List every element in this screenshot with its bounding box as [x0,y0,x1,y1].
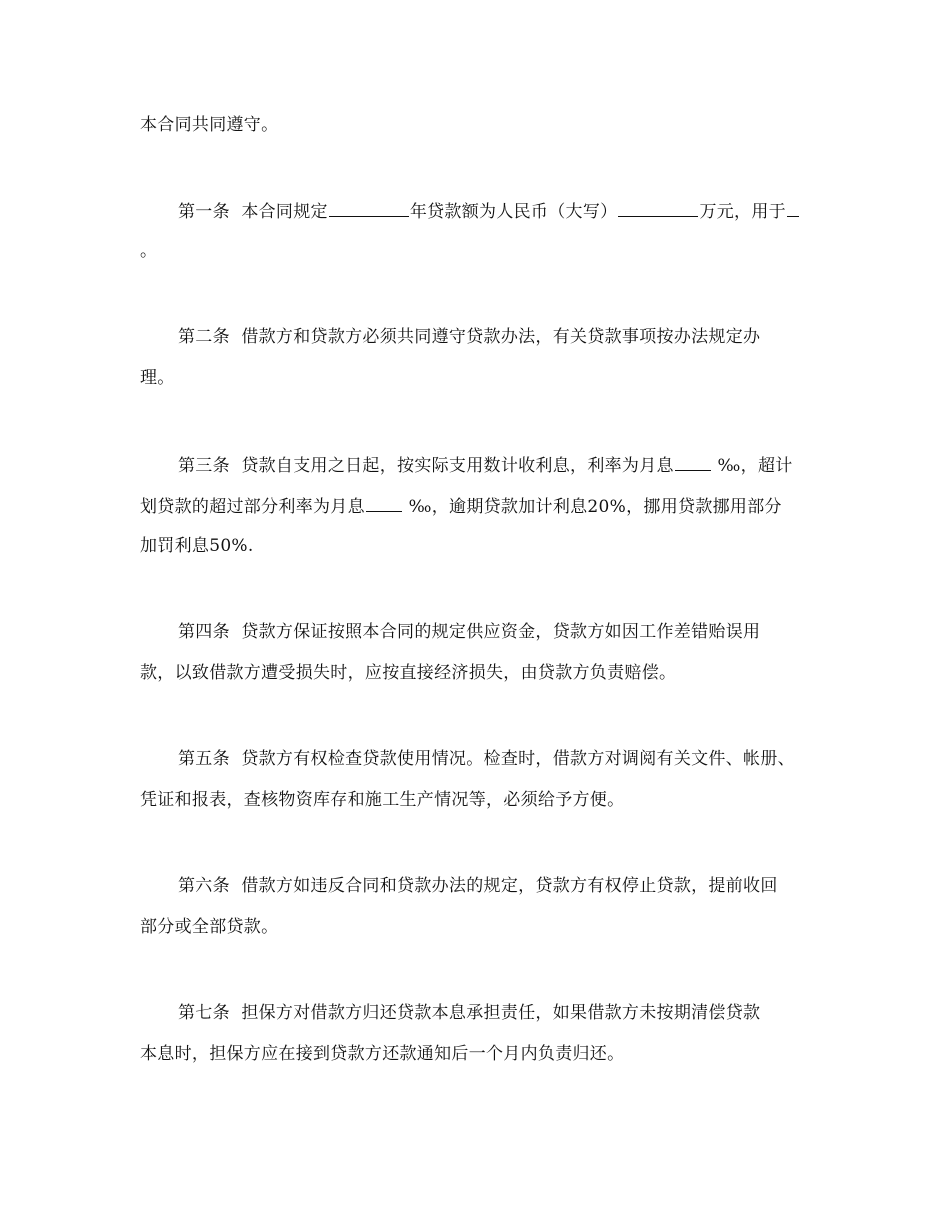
article-1-label: 第一条 [178,202,230,222]
article-2-line-1: 第二条 借款方和贷款方必须共同遵守贷款办法，有关贷款事项按办法规定办 [178,327,761,347]
amount-blank [618,198,698,217]
article-6-line-1: 第六条 借款方如违反合同和贷款办法的规定，贷款方有权停止贷款，提前收回 [178,876,778,896]
article-3-label: 第三条 [178,456,230,476]
opening-tail: 本合同共同遵守。 [140,115,279,135]
article-1-line-1: 第一条 本合同规定 年贷款额为人民币（大写） 万元，用于 [178,198,800,224]
article-3-line-3: 加罚利息50%. [140,536,254,556]
article-5-line-2: 凭证和报表，查核物资库存和施工生产情况等，必须给予方便。 [140,790,625,810]
year-blank [329,198,409,217]
article-1-line-2: 。 [140,241,158,261]
article-4-line-1: 第四条 贷款方保证按照本合同的规定供应资金，贷款方如因工作差错贻误用 [178,622,761,642]
article-5-line-1: 第五条 贷款方有权检查贷款使用情况。检查时，借款方对调阅有关文件、帐册、 [178,749,795,769]
article-7-line-2: 本息时，担保方应在接到贷款方还款通知后一个月内负责归还。 [140,1044,625,1064]
article-5-label: 第五条 [178,749,230,769]
article-6-label: 第六条 [178,876,230,896]
article-4-label: 第四条 [178,622,230,642]
purpose-blank [787,198,799,217]
article-3-line-2: 划贷款的超过部分利率为月息 ‰，逾期贷款加计利息20%，挪用贷款挪用部分 [140,493,782,519]
monthly-rate-blank [675,452,711,471]
article-2-label: 第二条 [178,327,230,347]
excess-rate-blank [366,493,402,512]
article-3-line-1: 第三条 贷款自支用之日起，按实际支用数计收利息，利率为月息 ‰，超计 [178,452,793,478]
article-7-label: 第七条 [178,1003,230,1023]
article-4-line-2: 款，以致借款方遭受损失时，应按直接经济损失，由贷款方负责赔偿。 [140,663,677,683]
article-7-line-1: 第七条 担保方对借款方归还贷款本息承担责任，如果借款方未按期清偿贷款 [178,1003,761,1023]
article-2-line-2: 理。 [140,368,175,388]
article-6-line-2: 部分或全部贷款。 [140,917,279,937]
